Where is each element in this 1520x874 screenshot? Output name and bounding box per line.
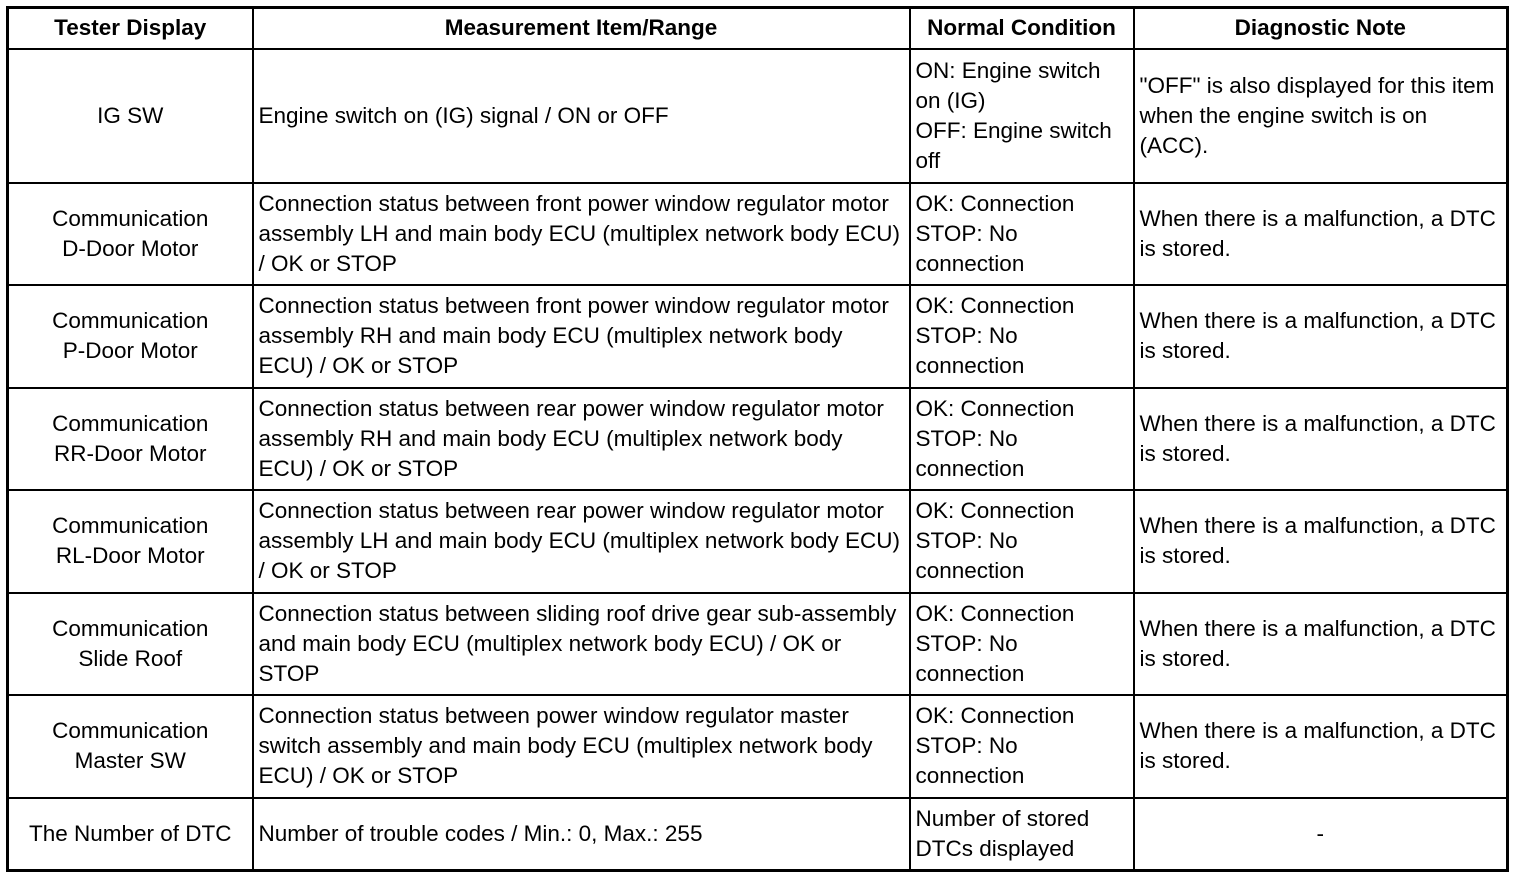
diagnostic-note-cell: When there is a malfunction, a DTC is stored. (1134, 183, 1508, 286)
normal-condition-cell: OK: Connection STOP: No connection (910, 490, 1134, 593)
diagnostic-note-cell: When there is a malfunction, a DTC is stored. (1134, 285, 1508, 388)
tester-display-cell: IG SW (8, 49, 253, 183)
normal-condition-cell: OK: Connection STOP: No connection (910, 593, 1134, 696)
header-tester-display: Tester Display (8, 8, 253, 49)
measurement-cell: Connection status between front power window regulator motor assembly LH and main body ECU (multiplex network body ECU) / OK or STOP (253, 183, 910, 286)
measurement-cell: Connection status between power window regulator master switch assembly and main body ECU (multiplex network body ECU) / OK or STOP (253, 695, 910, 798)
diagnostic-note-cell: When there is a malfunction, a DTC is stored. (1134, 695, 1508, 798)
normal-condition-cell: Number of stored DTCs displayed (910, 798, 1134, 871)
table-row (8, 490, 1508, 593)
diagnostic-note-cell: When there is a malfunction, a DTC is stored. (1134, 388, 1508, 491)
normal-condition-cell: OK: Connection STOP: No connection (910, 695, 1134, 798)
measurement-cell: Connection status between front power window regulator motor assembly RH and main body ECU (multiplex network body ECU) / OK or STOP (253, 285, 910, 388)
normal-condition-cell: ON: Engine switch on (IG) OFF: Engine switch off (910, 49, 1134, 183)
measurement-cell: Number of trouble codes / Min.: 0, Max.: 255 (253, 798, 910, 871)
tester-display-cell: Communication P-Door Motor (8, 285, 253, 388)
diagnostic-note-cell: "OFF" is also displayed for this item when the engine switch is on (ACC). (1134, 49, 1508, 183)
normal-condition-cell: OK: Connection STOP: No connection (910, 183, 1134, 286)
table-row (8, 285, 1508, 388)
table-row (8, 388, 1508, 491)
measurement-cell: Engine switch on (IG) signal / ON or OFF (253, 49, 910, 183)
table-header-row (8, 8, 1508, 49)
diagnostic-note-cell: When there is a malfunction, a DTC is stored. (1134, 593, 1508, 696)
table-row (8, 49, 1508, 183)
tester-display-cell: The Number of DTC (8, 798, 253, 871)
diagnostic-note-cell: - (1134, 798, 1508, 871)
tester-display-cell: Communication D-Door Motor (8, 183, 253, 286)
tester-display-cell: Communication Master SW (8, 695, 253, 798)
data-list-table (6, 6, 1509, 872)
table-row (8, 798, 1508, 871)
table-row (8, 593, 1508, 696)
table-row (8, 183, 1508, 286)
header-diagnostic-note: Diagnostic Note (1134, 8, 1508, 49)
header-measurement-item: Measurement Item/Range (253, 8, 910, 49)
measurement-cell: Connection status between rear power window regulator motor assembly LH and main body ECU (multiplex network body ECU) / OK or STOP (253, 490, 910, 593)
table-row (8, 695, 1508, 798)
diagnostic-note-cell: When there is a malfunction, a DTC is stored. (1134, 490, 1508, 593)
tester-display-cell: Communication Slide Roof (8, 593, 253, 696)
normal-condition-cell: OK: Connection STOP: No connection (910, 285, 1134, 388)
header-normal-condition: Normal Condition (910, 8, 1134, 49)
normal-condition-cell: OK: Connection STOP: No connection (910, 388, 1134, 491)
tester-display-cell: Communication RR-Door Motor (8, 388, 253, 491)
measurement-cell: Connection status between sliding roof drive gear sub-assembly and main body ECU (multiplex network body ECU) / OK or STOP (253, 593, 910, 696)
measurement-cell: Connection status between rear power window regulator motor assembly RH and main body ECU (multiplex network body ECU) / OK or STOP (253, 388, 910, 491)
tester-display-cell: Communication RL-Door Motor (8, 490, 253, 593)
